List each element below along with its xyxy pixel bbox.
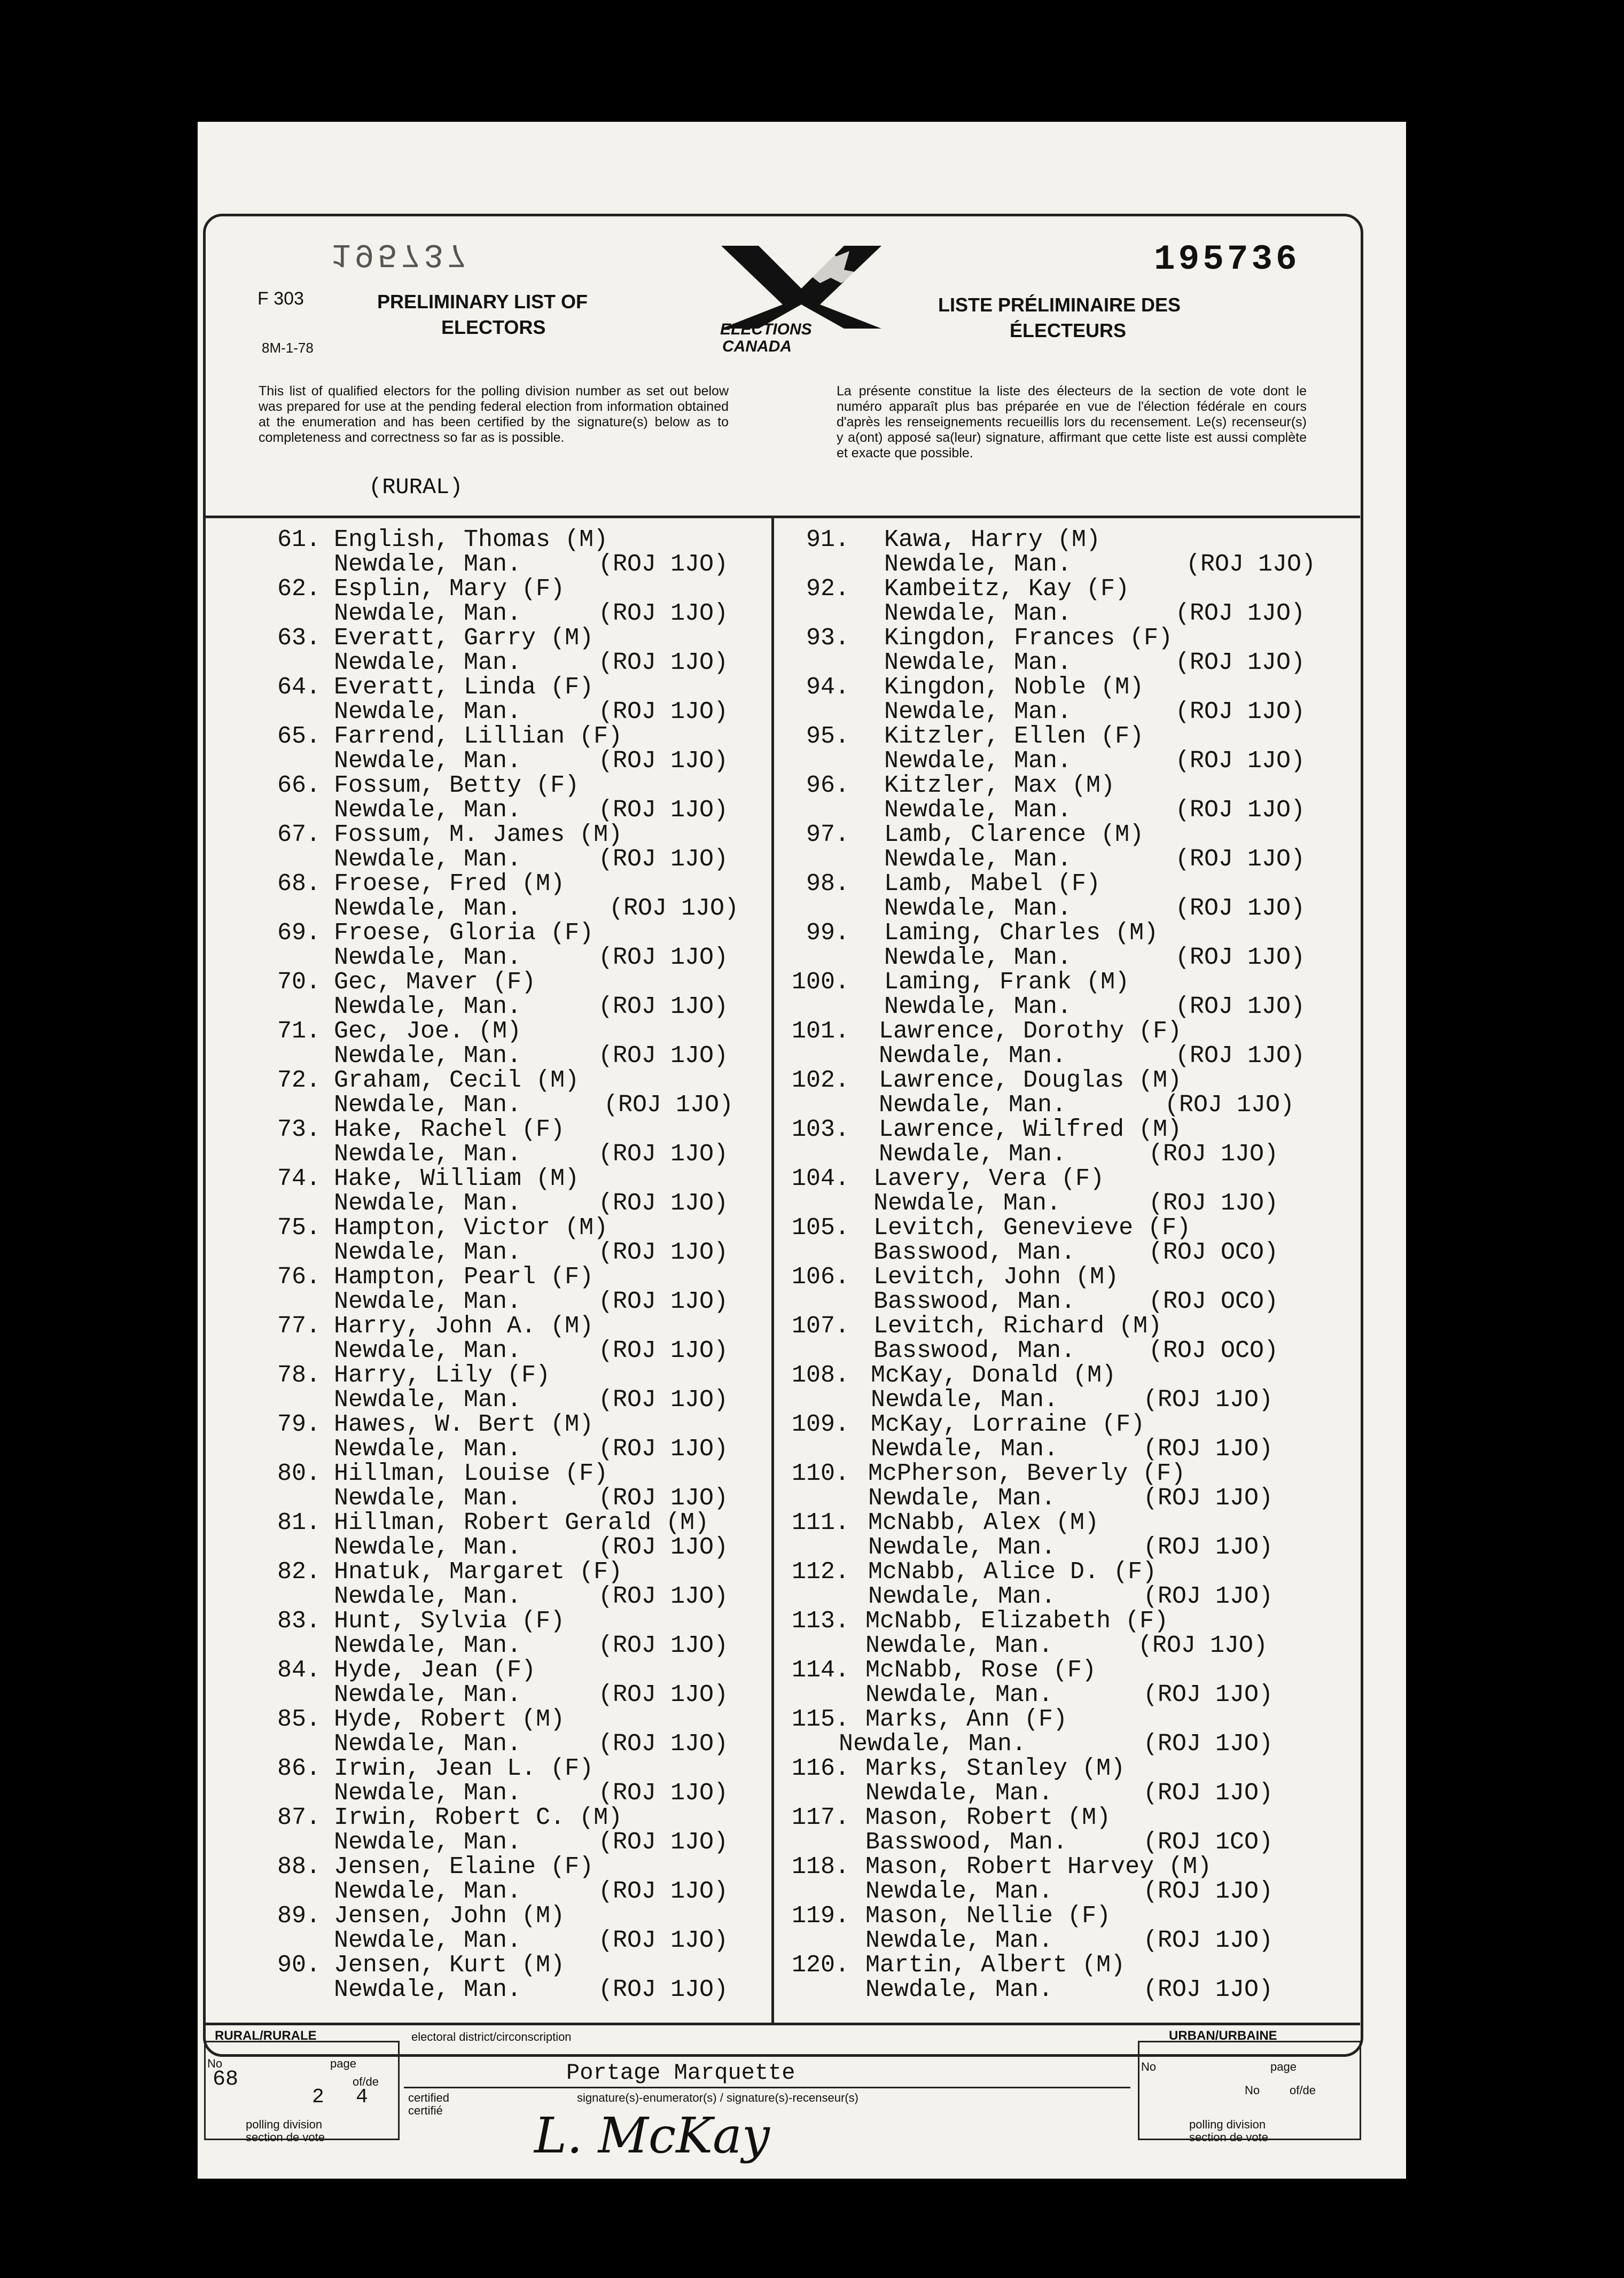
elector-entry: 95. Kitzler, Ellen (F) Newdale, Man. (ROJ 1JO): [806, 723, 1306, 775]
district-line: [404, 2087, 1130, 2088]
elector-entry: 65. Farrend, Lillian (F) Newdale, Man. (ROJ 1JO): [277, 723, 729, 775]
elector-entry: 81. Hillman, Robert Gerald (M) Newdale, Man. (ROJ 1JO): [277, 1509, 729, 1561]
elector-entry: 70. Gec, Maver (F) Newdale, Man. (ROJ 1JO): [277, 969, 729, 1020]
elector-entry: 76. Hampton, Pearl (F) Newdale, Man. (ROJ 1JO): [277, 1263, 729, 1315]
elector-entry: 90. Jensen, Kurt (M) Newdale, Man. (ROJ 1JO): [277, 1952, 729, 2003]
elector-entry: 61. English, Thomas (M) Newdale, Man. (ROJ 1JO): [277, 526, 729, 578]
elector-entry: 112. McNabb, Alice D. (F) Newdale, Man. (ROJ 1JO): [791, 1558, 1274, 1610]
elector-entry: 85. Hyde, Robert (M) Newdale, Man. (ROJ 1JO): [277, 1706, 729, 1758]
polling-division-label: polling division: [246, 2118, 323, 2131]
elector-entry: 87. Irwin, Robert C. (M) Newdale, Man. (ROJ 1JO): [277, 1804, 729, 1856]
page-number: 2: [312, 2086, 324, 2109]
elector-entry: 103. Lawrence, Wilfred (M) Newdale, Man. (ROJ 1JO): [791, 1116, 1279, 1168]
district-label: electoral district/circonscription: [411, 2030, 572, 2043]
logo-text-2: CANADA: [722, 338, 792, 355]
elector-entry: 114. McNabb, Rose (F) Newdale, Man. (ROJ 1JO): [791, 1657, 1274, 1708]
elector-entry: 88. Jensen, Elaine (F) Newdale, Man. (ROJ 1JO): [277, 1853, 729, 1905]
urban-no-label-2: No: [1245, 2084, 1260, 2097]
elector-entry: 93. Kingdon, Frances (F) Newdale, Man. (ROJ 1JO): [806, 625, 1306, 676]
urban-page-label: page: [1270, 2060, 1297, 2073]
elector-entry: 118. Mason, Robert Harvey (M) Newdale, Man. (ROJ 1JO): [791, 1853, 1274, 1905]
rural-tag: (RURAL): [369, 474, 463, 500]
serial-number: 195736: [1154, 239, 1300, 279]
electors-left-column: [235, 528, 769, 2002]
elector-entry: 82. Hnatuk, Margaret (F) Newdale, Man. (ROJ 1JO): [277, 1558, 729, 1610]
title-fr-line2: ÉLECTEURS: [1010, 319, 1127, 341]
elector-entry: 68. Froese, Fred (M) Newdale, Man. (ROJ 1JO): [277, 870, 739, 922]
elector-entry: 97. Lamb, Clarence (M) Newdale, Man. (ROJ 1JO): [806, 821, 1306, 873]
serial-number-mirrored: 195737: [331, 235, 470, 273]
elector-entry: 119. Mason, Nellie (F) Newdale, Man. (ROJ 1JO): [791, 1902, 1274, 1954]
urban-section-label: section de vote: [1189, 2131, 1268, 2144]
elector-entry: 110. McPherson, Beverly (F) Newdale, Man. (ROJ 1JO): [791, 1460, 1274, 1512]
elector-entry: 75. Hampton, Victor (M) Newdale, Man. (ROJ 1JO): [277, 1214, 729, 1266]
elector-entry: 84. Hyde, Jean (F) Newdale, Man. (ROJ 1JO): [277, 1657, 729, 1708]
urban-polling-label: polling division: [1189, 2118, 1266, 2131]
elector-entry: 77. Harry, John A. (M) Newdale, Man. (ROJ 1JO): [277, 1313, 729, 1364]
elector-entry: 120. Martin, Albert (M) Newdale, Man. (ROJ 1JO): [791, 1952, 1274, 2003]
title-en-line2: ELECTORS: [441, 316, 546, 338]
notice-french: La présente constitue la liste des électeurs de la section de vote dont le numéro apparaît plus bas préparée en vue de l'élection fédérale en cours d'après les renseignements recueillis lors du recensement. Le(s) recenseur(s) y a(ont) apposé sa(leur) signature, affirmant que cette liste est aussi complète et exacte que possible.: [837, 384, 1307, 461]
elector-entry: 115. Marks, Ann (F) Newdale, Man. (ROJ 1JO): [791, 1706, 1274, 1758]
elector-entry: 108. McKay, Donald (M) Newdale, Man. (ROJ 1JO): [791, 1362, 1274, 1414]
poll-no-label: No: [207, 2057, 223, 2070]
page-total: 4: [356, 2086, 368, 2109]
elector-entry: 100. Laming, Frank (M) Newdale, Man. (ROJ 1JO): [791, 969, 1306, 1020]
elector-entry: 117. Mason, Robert (M) Basswood, Man. (ROJ 1CO): [791, 1804, 1274, 1856]
urban-of-label: of/de: [1290, 2084, 1316, 2097]
elector-entry: 78. Harry, Lily (F) Newdale, Man. (ROJ 1JO): [277, 1362, 729, 1414]
elections-canada-logo: [716, 240, 887, 331]
electoral-district: Portage Marquette: [566, 2060, 795, 2086]
page-label: page: [330, 2057, 356, 2070]
elector-entry: 113. McNabb, Elizabeth (F) Newdale, Man. (ROJ 1JO): [791, 1608, 1268, 1659]
elector-entry: 92. Kambeitz, Kay (F) Newdale, Man. (ROJ 1JO): [806, 575, 1306, 627]
certifie-label: certifié: [408, 2104, 443, 2117]
elector-entry: 64. Everatt, Linda (F) Newdale, Man. (ROJ 1JO): [277, 674, 729, 725]
elector-entry: 72. Graham, Cecil (M) Newdale, Man. (ROJ 1JO): [277, 1067, 734, 1119]
elector-entry: 106. Levitch, John (M) Basswood, Man. (ROJ OCO): [791, 1263, 1279, 1315]
elector-entry: 79. Hawes, W. Bert (M) Newdale, Man. (ROJ 1JO): [277, 1411, 729, 1463]
footer-divider: [203, 2023, 1360, 2025]
elector-entry: 104. Lavery, Vera (F) Newdale, Man. (ROJ 1JO): [791, 1165, 1279, 1217]
urban-no-label: No: [1141, 2060, 1157, 2073]
certified-label: certified: [408, 2091, 450, 2104]
elector-entry: 63. Everatt, Garry (M) Newdale, Man. (ROJ 1JO): [277, 625, 729, 676]
elector-entry: 89. Jensen, John (M) Newdale, Man. (ROJ 1JO): [277, 1902, 729, 1954]
of-label: of/de: [353, 2075, 379, 2088]
elector-entry: 71. Gec, Joe. (M) Newdale, Man. (ROJ 1JO): [277, 1018, 729, 1070]
elector-entry: 73. Hake, Rachel (F) Newdale, Man. (ROJ 1JO): [277, 1116, 729, 1168]
elector-entry: 109. McKay, Lorraine (F) Newdale, Man. (ROJ 1JO): [791, 1411, 1274, 1463]
elector-entry: 101. Lawrence, Dorothy (F) Newdale, Man. (ROJ 1JO): [791, 1018, 1306, 1070]
elector-entry: 80. Hillman, Louise (F) Newdale, Man. (ROJ 1JO): [277, 1460, 729, 1512]
elector-entry: 74. Hake, William (M) Newdale, Man. (ROJ 1JO): [277, 1165, 729, 1217]
notice-english: This list of qualified electors for the polling division number as set out below was prepared for use at the pending federal election from information obtained at the enumeration and has been certified by the signature(s) below as to completeness and correctness so far as is possible.: [259, 384, 729, 445]
signature-label: signature(s)-enumerator(s) / signature(s)-recenseur(s): [577, 2091, 858, 2104]
elector-entry: 94. Kingdon, Noble (M) Newdale, Man. (ROJ 1JO): [806, 674, 1306, 725]
elector-entry: 99. Laming, Charles (M) Newdale, Man. (ROJ 1JO): [806, 919, 1306, 971]
elector-entry: 62. Esplin, Mary (F) Newdale, Man. (ROJ 1JO): [277, 575, 729, 627]
elector-entry: 83. Hunt, Sylvia (F) Newdale, Man. (ROJ 1JO): [277, 1608, 729, 1659]
elector-entry: 107. Levitch, Richard (M) Basswood, Man. (ROJ OCO): [791, 1313, 1279, 1364]
electors-right-column: [780, 528, 1320, 2002]
urban-label: URBAN/URBAINE: [1169, 2029, 1277, 2043]
column-divider: [771, 517, 774, 2025]
elector-entry: 96. Kitzler, Max (M) Newdale, Man. (ROJ 1JO): [806, 772, 1306, 824]
handwritten-signature: L. McKay: [534, 2107, 770, 2164]
elector-entry: 66. Fossum, Betty (F) Newdale, Man. (ROJ 1JO): [277, 772, 729, 824]
title-en-line1: PRELIMINARY LIST OF: [377, 291, 588, 313]
elector-entry: 67. Fossum, M. James (M) Newdale, Man. (ROJ 1JO): [277, 821, 729, 873]
header-divider: [203, 516, 1360, 518]
elector-entry: 111. McNabb, Alex (M) Newdale, Man. (ROJ 1JO): [791, 1509, 1274, 1561]
elector-entry: 86. Irwin, Jean L. (F) Newdale, Man. (ROJ 1JO): [277, 1755, 729, 1807]
form-date: 8M-1-78: [262, 340, 314, 356]
logo-text-1: ELECTIONS: [720, 321, 812, 338]
elector-entry: 69. Froese, Gloria (F) Newdale, Man. (ROJ 1JO): [277, 919, 729, 971]
elector-entry: 98. Lamb, Mabel (F) Newdale, Man. (ROJ 1JO): [806, 870, 1306, 922]
rural-label: RURAL/RURALE: [215, 2029, 317, 2043]
poll-number: 68: [213, 2068, 239, 2092]
elector-entry: 116. Marks, Stanley (M) Newdale, Man. (ROJ 1JO): [791, 1755, 1274, 1807]
elector-entry: 102. Lawrence, Douglas (M) Newdale, Man. (ROJ 1JO): [791, 1067, 1295, 1119]
form-code: F 303: [257, 288, 304, 309]
elector-entry: 105. Levitch, Genevieve (F) Basswood, Man. (ROJ OCO): [791, 1214, 1279, 1266]
title-fr-line1: LISTE PRÉLIMINAIRE DES: [938, 294, 1181, 316]
section-vote-label: section de vote: [246, 2131, 325, 2144]
elector-entry: 91. Kawa, Harry (M) Newdale, Man. (ROJ 1JO): [806, 526, 1316, 578]
